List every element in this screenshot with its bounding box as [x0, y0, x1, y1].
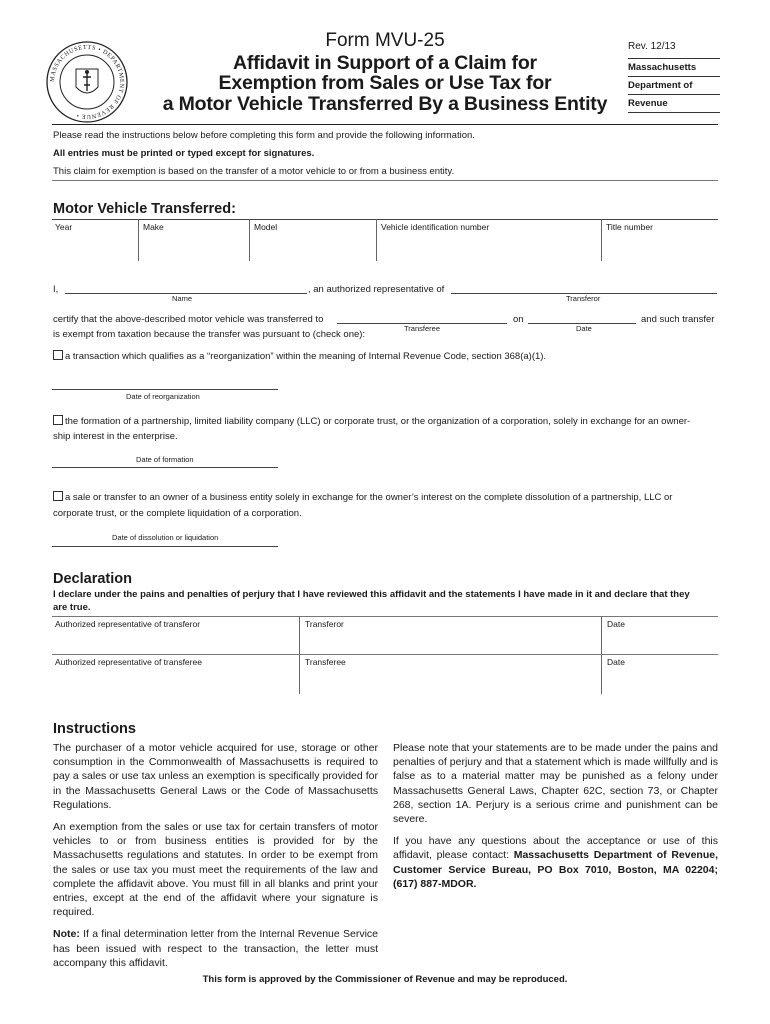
- dept-line-3: Revenue: [628, 94, 720, 113]
- instructions-right-p2: [393, 834, 718, 891]
- footer-note: This form is approved by the Commissioner of Revenue and may be reproduced.: [202, 974, 568, 985]
- certify-on: on: [513, 314, 524, 325]
- instructions-heading: Instructions: [53, 721, 136, 737]
- transferor-date-field[interactable]: Date: [607, 619, 625, 629]
- option-dissolution-text-2: corporate trust, or the complete liquidation of a corporation.: [53, 508, 302, 519]
- certify-i: I,: [53, 284, 59, 295]
- dept-line-2: Department of: [628, 76, 720, 91]
- vehicle-col-divider: [376, 219, 377, 261]
- vehicle-col-divider: [138, 219, 139, 261]
- option-reorganization-text: a transaction which qualifies as a “reorganization” within the meaning of Internal Revenue Code, section 368(a)(1).: [65, 351, 547, 362]
- certify-check-one: is exempt from taxation because the transfer was pursuant to (check one):: [53, 329, 366, 340]
- svg-text:MASSACHUSETTS • DEPARTMENT OF: MASSACHUSETTS • DEPARTMENT OF REVENUE •: [48, 43, 126, 121]
- dissolution-date-line[interactable]: [52, 546, 278, 547]
- vehicle-model-field[interactable]: Model: [254, 222, 278, 232]
- date-label: Date: [576, 324, 592, 333]
- vehicle-title-number-field[interactable]: Title number: [606, 222, 653, 232]
- intro-line-2: All entries must be printed or typed except for signatures.: [53, 148, 315, 159]
- transferee-signature-field[interactable]: Transferee: [305, 657, 346, 667]
- intro-line-1: Please read the instructions below before completing this form and provide the following information.: [53, 130, 475, 141]
- vehicle-make-field[interactable]: Make: [143, 222, 164, 232]
- declaration-text-1: I declare under the pains and penalties of perjury that I have reviewed this affidavit and the statements I have made in it and declare that they: [53, 589, 690, 600]
- reorganization-checkbox[interactable]: [53, 350, 63, 360]
- option-formation-text-2: ship interest in the enterprise.: [53, 431, 178, 442]
- form-title-line-1: Affidavit in Support of a Claim for: [233, 52, 537, 74]
- instructions-left-p2: An exemption from the sales or use tax for certain transfers of motor vehicles to or from business entities is provided for by the Massachusetts regulations and statutes. In order to be exempt from the sales or use tax you must meet the requirements of the law and complete the affidavit above. You must fill in all blanks and print your entries, except at the end of the affidavit where your signature is required.: [53, 821, 378, 919]
- instructions-left-column: [53, 741, 378, 978]
- instructions-left-p1: The purchaser of a motor vehicle acquired for use, storage or other consumption in the Commonwealth of Massachusetts is required to pay a sales or use tax unless an exemption is specifically provided for in the Massachusetts General Laws or the Code of Massachusetts Regulations.: [53, 742, 378, 811]
- option-reorganization[interactable]: [53, 350, 546, 362]
- intro-line-3: This claim for exemption is based on the transfer of a motor vehicle to or from a business entity.: [53, 166, 455, 177]
- certify-authorized-text: , an authorized representative of: [308, 284, 445, 295]
- vehicle-vin-field[interactable]: Vehicle identification number: [381, 222, 490, 232]
- formation-checkbox[interactable]: [53, 415, 63, 425]
- dissolution-date-label: Date of dissolution or liquidation: [112, 533, 219, 542]
- option-formation[interactable]: [53, 415, 690, 427]
- form-title-line-3: a Motor Vehicle Transferred By a Business Entity: [162, 93, 608, 115]
- certify-transferred-text: certify that the above-described motor vehicle was transferred to: [53, 314, 324, 325]
- contact-details: Massachusetts Department of Revenue, Customer Service Bureau, PO Box 7010, Boston, MA 02204; (617) 887-MDOR.: [393, 849, 719, 890]
- instructions-left-p3: [53, 927, 378, 970]
- option-dissolution[interactable]: [53, 491, 672, 503]
- massachusetts-dor-seal: [46, 41, 128, 123]
- instructions-right-column: [393, 741, 718, 899]
- declaration-row-divider: [52, 654, 718, 655]
- certify-and-such: and such transfer: [641, 314, 715, 325]
- name-label: Name: [172, 294, 193, 303]
- formation-date-line[interactable]: [52, 467, 278, 468]
- dissolution-checkbox[interactable]: [53, 491, 63, 501]
- formation-date-label: Date of formation: [136, 455, 194, 464]
- declaration-col-divider: [299, 616, 300, 694]
- vehicle-heading: Motor Vehicle Transferred:: [53, 201, 236, 217]
- form-title-line-2: Exemption from Sales or Use Tax for: [218, 72, 552, 94]
- instructions-right-p1: Please note that your statements are to be made under the pains and penalties of perjury and that a statement which is made willfully and is false as to a material matter may be punished as a felony under Massachusetts General Laws, Chapter 62C, section 73, or Chapter 268, section 1A. Perjury is a serious crime and punishment can be severe.: [393, 742, 718, 826]
- transferee-date-field[interactable]: Date: [607, 657, 625, 667]
- vehicle-table-top: [52, 219, 718, 220]
- reorganization-date-line[interactable]: [52, 389, 278, 390]
- header-divider: [52, 124, 718, 125]
- form-id: Form MVU-25: [325, 30, 445, 51]
- note-label: Note:: [53, 928, 80, 941]
- intro-divider: [52, 180, 718, 181]
- revision-date: Rev. 12/13: [628, 41, 676, 52]
- declaration-col-divider: [601, 616, 602, 694]
- transferor-label: Transferor: [566, 294, 601, 303]
- dept-line-1: Massachusetts: [628, 58, 720, 73]
- transferee-label: Transferee: [404, 324, 440, 333]
- reorganization-date-label: Date of reorganization: [126, 392, 200, 401]
- declaration-text-2: are true.: [53, 602, 91, 613]
- contact-intro: If you have any questions about the acceptance or use of this affidavit, please contact:: [393, 835, 718, 862]
- note-text: If a final determination letter from the Internal Revenue Service has been issued with respect to the transaction, the letter must accompany this affidavit.: [53, 928, 378, 969]
- transferor-rep-signature-field[interactable]: Authorized representative of transferor: [55, 619, 201, 629]
- vehicle-col-divider: [601, 219, 602, 261]
- transferor-signature-field[interactable]: Transferor: [305, 619, 344, 629]
- declaration-table-top: [52, 616, 718, 617]
- transferee-rep-signature-field[interactable]: Authorized representative of transferee: [55, 657, 202, 667]
- declaration-heading: Declaration: [53, 571, 132, 587]
- vehicle-col-divider: [249, 219, 250, 261]
- vehicle-year-field[interactable]: Year: [55, 222, 73, 232]
- option-formation-text-1: the formation of a partnership, limited liability company (LLC) or corporate trust, or the organization of a corporation, solely in exchange for an owner-: [65, 416, 691, 427]
- option-dissolution-text-1: a sale or transfer to an owner of a business entity solely in exchange for the owner’s interest on the complete dissolution of a partnership, LLC or: [65, 492, 673, 503]
